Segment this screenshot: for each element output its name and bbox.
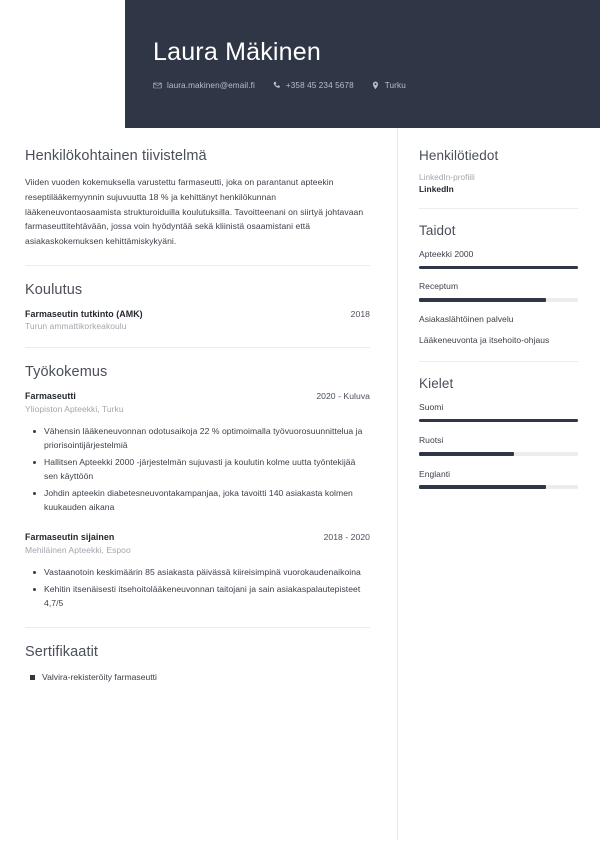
location-pin-icon [371,81,380,90]
education-institution: Turun ammattikorkeakoulu [25,321,127,332]
experience-bullets [25,425,370,515]
summary-text: Viiden vuoden kokemuksella varustettu farmaseutti, joka on parantanut apteekin reseptilääkemyynnin sujuvuutta 18 % ja kehittänyt henkilökunnan lääkeneuvontaosaamista strukturoiduilla koulutuksilla. Tavoitteenani on siirtyä johtavaan farmaseuttitehtävään, jossa voin hyödyntää sekä kliinistä osaamistani että asiakaskokemuksen kehittämiskykyäni. [25,177,364,247]
section-divider [25,627,370,628]
personal-info-label: LinkedIn-profiili [419,173,475,182]
language-level-bar [419,419,578,423]
language-item [419,468,578,489]
skill-item [419,334,578,347]
experience-entry-head [25,391,370,401]
sidebar-section-languages [419,376,578,489]
section-divider [25,265,370,266]
section-title-experience: Työkokemus [25,364,108,381]
experience-date: 2018 - 2020 [323,532,370,543]
contact-location-text: Turku [384,80,406,90]
skill-name: Apteekki 2000 [419,249,474,259]
experience-employer: Mehiläinen Apteekki, Espoo [25,544,131,555]
section-certificates [25,644,370,685]
section-education [25,282,370,332]
sidebar-divider [419,208,578,209]
cv-header-band [125,0,600,128]
experience-entry [25,391,370,514]
section-divider [25,347,370,348]
list-item: Hallitsen Apteekki 2000 -järjestelmän sujuvasti ja koulutin kolme uutta työntekijää sen käyttöön [44,456,370,484]
section-summary [25,148,370,249]
experience-bullets [25,566,370,611]
education-entry [25,309,370,332]
section-title-personal: Henkilötiedot [419,148,499,163]
certificates-list [25,671,370,685]
skill-level-bar [419,266,578,270]
personal-info-item [419,173,578,194]
skill-level-bar [419,298,578,302]
contact-phone-text: +358 45 234 5678 [285,80,354,90]
personal-info-value[interactable]: LinkedIn [419,184,454,194]
contact-row [153,81,600,90]
list-item: Vastaanotoin keskimäärin 85 asiakasta päivässä kiireisimpinä vuorokaudenaikoina [44,566,370,580]
experience-entry-head [25,532,370,542]
skill-item [419,248,578,269]
skill-name: Receptum [419,281,459,292]
language-level-fill [419,485,546,489]
sidebar-column [397,128,600,840]
envelope-icon [153,81,162,90]
sidebar-divider [419,361,578,362]
section-experience [25,364,370,610]
language-name: Ruotsi [419,435,444,446]
contact-email [153,81,255,90]
language-level-fill [419,452,514,456]
skill-level-fill [419,298,546,302]
skill-item [419,313,578,326]
section-title-education: Koulutus [25,281,83,298]
phone-icon [272,81,281,90]
section-title-certificates: Sertifikaatit [25,643,99,660]
list-item: Johdin apteekin diabetesneuvontakampanjaa, joka tavoitti 140 asiakasta kolmen kuukauden aikana [44,487,370,515]
language-level-bar [419,485,578,489]
language-item [419,434,578,455]
language-level-fill [419,419,578,423]
experience-employer: Yliopiston Apteekki, Turku [25,403,124,414]
list-item: Valvira-rekisteröity farmaseutti [42,671,370,685]
contact-phone [272,81,354,90]
language-level-bar [419,452,578,456]
language-name: Englanti [419,468,451,479]
sidebar-section-skills [419,223,578,347]
skill-item [419,280,578,301]
section-title-skills: Taidot [419,223,456,238]
list-item: Vähensin lääkeneuvonnan odotusaikoja 22 % optimoimalla työvuorosuunnittelua ja priorisointijärjestelmiä [44,425,370,453]
experience-role: Farmaseutin sijainen [25,532,115,543]
skill-level-fill [419,266,578,270]
main-column [0,128,397,840]
contact-email-text: laura.makinen@email.fi [167,80,255,90]
contact-location [371,81,406,90]
language-name: Suomi [419,402,444,412]
education-degree: Farmaseutin tutkinto (AMK) [25,308,143,319]
education-date: 2018 [350,308,370,319]
experience-role: Farmaseutti [25,391,76,402]
section-title-languages: Kielet [419,376,454,391]
skill-name: Asiakaslähtöinen palvelu [419,313,514,324]
page-title: Laura Mäkinen [153,38,321,66]
education-entry-head [25,309,370,319]
section-title-summary: Henkilökohtainen tiivistelmä [25,148,207,164]
experience-entry [25,532,370,610]
language-item [419,401,578,422]
experience-date: 2020 - Kuluva [316,391,370,402]
list-item: Kehitin itsenäisesti itsehoitolääkeneuvonnan taitojani ja sain asiakaspalautepisteet 4,7/5 [44,583,370,611]
sidebar-section-personal [419,148,578,194]
skill-name: Lääkeneuvonta ja itsehoito-ohjaus [419,335,550,346]
cv-body [0,128,600,840]
